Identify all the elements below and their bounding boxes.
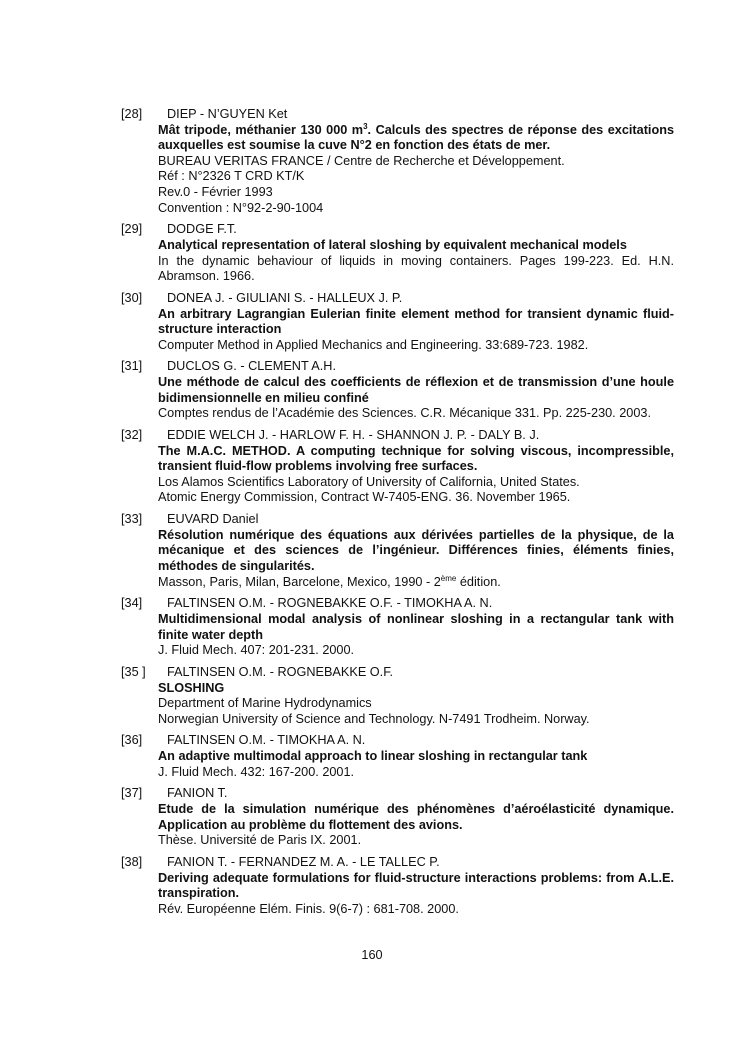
superscript: 3 bbox=[363, 121, 368, 131]
title-part: . Calculs des spectres de réponse des excitations auxquelles est soumise la cuve N°2 en fonction des états de mer. bbox=[158, 122, 675, 153]
reference-number: [31] bbox=[121, 359, 143, 374]
line-part: Masson, Paris, Milan, Barcelone, Mexico, 1990 - 2 bbox=[158, 574, 441, 589]
reference-title: The M.A.C. METHOD. A computing technique for solving viscous, incompressible, transient fluid-flow problems involving free surfaces. bbox=[158, 443, 674, 474]
reference-line bbox=[158, 575, 674, 591]
reference-header bbox=[121, 733, 674, 749]
reference-title: An adaptive multimodal approach to linear sloshing in rectangular tank bbox=[158, 749, 588, 764]
title-part: Mât tripode, méthanier 130 000 m bbox=[158, 122, 364, 137]
reference-line: Convention : N°92-2-90-1004 bbox=[158, 200, 324, 215]
reference-body bbox=[158, 871, 674, 918]
reference-number: [34] bbox=[121, 596, 143, 611]
reference-37 bbox=[121, 786, 674, 848]
reference-line: Rev.0 - Février 1993 bbox=[158, 184, 273, 199]
reference-line: Computer Method in Applied Mechanics and Engineering. 33:689-723. 1982. bbox=[158, 337, 589, 352]
reference-number: [36] bbox=[121, 733, 143, 748]
reference-30 bbox=[121, 291, 674, 353]
reference-body bbox=[158, 681, 674, 728]
reference-number: [38] bbox=[121, 855, 143, 869]
reference-authors: DONEA J. - GIULIANI S. - HALLEUX J. P. bbox=[167, 290, 403, 305]
reference-title: Une méthode de calcul des coefficients de réflexion et de transmission d’une houle bidimensionnelle en milieu confiné bbox=[158, 375, 674, 405]
reference-line: Norwegian University of Science and Technology. N-7491 Trodheim. Norway. bbox=[158, 711, 590, 726]
reference-header bbox=[121, 107, 674, 123]
reference-number: [33] bbox=[121, 512, 143, 527]
reference-header bbox=[121, 222, 674, 238]
reference-number: [28] bbox=[121, 107, 143, 121]
reference-body bbox=[158, 375, 674, 422]
reference-body bbox=[158, 444, 674, 506]
reference-body bbox=[158, 612, 674, 659]
reference-35 bbox=[121, 665, 674, 727]
reference-header bbox=[121, 359, 674, 375]
reference-29 bbox=[121, 222, 674, 284]
reference-authors: FANION T. bbox=[167, 786, 228, 801]
reference-line: In the dynamic behaviour of liquids in moving containers. Pages 199-223. Ed. H.N. Abramson. 1966. bbox=[158, 253, 674, 284]
reference-number: [32] bbox=[121, 428, 143, 443]
reference-38 bbox=[121, 855, 674, 917]
reference-header bbox=[121, 855, 674, 871]
reference-body bbox=[158, 749, 674, 780]
reference-header bbox=[121, 428, 674, 444]
reference-header bbox=[121, 596, 674, 612]
reference-28 bbox=[121, 107, 674, 216]
reference-36 bbox=[121, 733, 674, 780]
reference-32 bbox=[121, 428, 674, 506]
reference-line: Atomic Energy Commission, Contract W-7405-ENG. 36. November 1965. bbox=[158, 490, 571, 505]
reference-header bbox=[121, 512, 674, 528]
reference-authors: DODGE F.T. bbox=[167, 222, 237, 237]
reference-line: Thèse. Université de Paris IX. 2001. bbox=[158, 833, 362, 848]
reference-title bbox=[158, 123, 674, 154]
reference-body bbox=[158, 307, 674, 354]
reference-authors: FALTINSEN O.M. - ROGNEBAKKE O.F. bbox=[167, 664, 394, 679]
page-number: 160 bbox=[361, 948, 383, 962]
superscript: ème bbox=[440, 573, 457, 583]
reference-line: Comptes rendus de l’Académie des Sciences. C.R. Mécanique 331. Pp. 225-230. 2003. bbox=[158, 406, 651, 421]
reference-authors: EUVARD Daniel bbox=[167, 512, 259, 527]
reference-line: J. Fluid Mech. 432: 167-200. 2001. bbox=[158, 764, 355, 779]
reference-title: SLOSHING bbox=[158, 680, 225, 695]
reference-body bbox=[158, 528, 674, 590]
reference-31 bbox=[121, 359, 674, 421]
reference-line: J. Fluid Mech. 407: 201-231. 2000. bbox=[158, 643, 355, 658]
reference-authors: FANION T. - FERNANDEZ M. A. - LE TALLEC P. bbox=[167, 855, 440, 869]
reference-number: [35 ] bbox=[121, 664, 146, 679]
reference-34 bbox=[121, 596, 674, 658]
reference-authors: DUCLOS G. - CLEMENT A.H. bbox=[167, 359, 336, 374]
reference-line: Department of Marine Hydrodynamics bbox=[158, 696, 372, 711]
line-part: édition. bbox=[456, 574, 501, 589]
reference-title: Résolution numérique des équations aux dérivées partielles de la physique, de la mécanique et des sciences de l’ingénieur. Différences finies, éléments finies, méthodes de singularités. bbox=[158, 527, 674, 573]
reference-header bbox=[121, 665, 674, 681]
reference-body bbox=[158, 802, 674, 849]
reference-title: Etude de la simulation numérique des phénomènes d’aéroélasticité dynamique. Application au problème du flottement des avions. bbox=[158, 802, 674, 832]
reference-header bbox=[121, 786, 674, 802]
reference-body bbox=[158, 238, 674, 285]
reference-33 bbox=[121, 512, 674, 590]
reference-title: Multidimensional modal analysis of nonlinear sloshing in a rectangular tank with finite water depth bbox=[158, 611, 674, 642]
reference-authors: DIEP - N’GUYEN Ket bbox=[167, 107, 288, 121]
reference-title: Deriving adequate formulations for fluid-structure interactions problems: from A.L.E. transpiration. bbox=[158, 870, 674, 901]
reference-authors: FALTINSEN O.M. - TIMOKHA A. N. bbox=[167, 733, 366, 748]
reference-line: Rév. Européenne Elém. Finis. 9(6-7) : 681-708. 2000. bbox=[158, 901, 459, 916]
reference-line: Los Alamos Scientifics Laboratory of University of California, United States. bbox=[158, 474, 580, 489]
reference-list bbox=[121, 107, 674, 924]
reference-number: [37] bbox=[121, 786, 143, 801]
reference-title: Analytical representation of lateral sloshing by equivalent mechanical models bbox=[158, 237, 627, 252]
reference-line: BUREAU VERITAS FRANCE / Centre de Recherche et Développement. bbox=[158, 153, 565, 168]
reference-authors: EDDIE WELCH J. - HARLOW F. H. - SHANNON J. P. - DALY B. J. bbox=[167, 428, 540, 443]
reference-number: [29] bbox=[121, 222, 143, 237]
reference-title: An arbitrary Lagrangian Eulerian finite element method for transient dynamic fluid-structure interaction bbox=[158, 306, 674, 337]
reference-body bbox=[158, 123, 674, 217]
reference-number: [30] bbox=[121, 290, 143, 305]
reference-line: Réf : N°2326 T CRD KT/K bbox=[158, 169, 305, 184]
reference-header bbox=[121, 291, 674, 307]
reference-authors: FALTINSEN O.M. - ROGNEBAKKE O.F. - TIMOKHA A. N. bbox=[167, 596, 493, 611]
